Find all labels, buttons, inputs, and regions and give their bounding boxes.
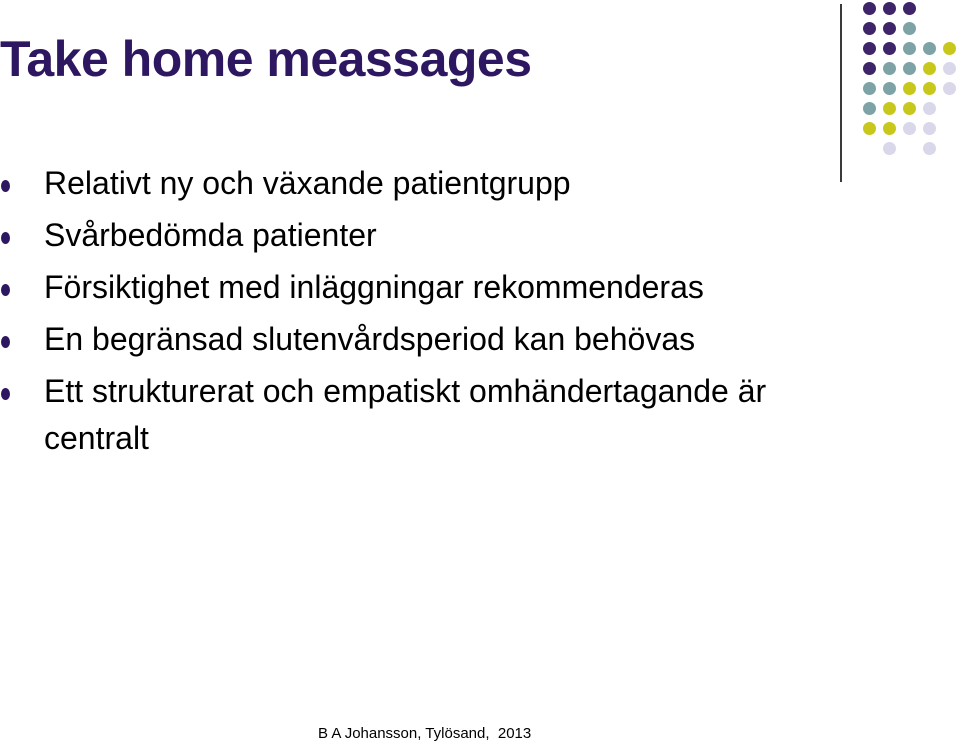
decor-dot (863, 62, 876, 75)
bullet-dot-icon (1, 180, 10, 192)
decor-dot (923, 62, 936, 75)
bullet-dot-icon (1, 284, 10, 296)
decor-dot (883, 102, 896, 115)
decor-dot (863, 2, 876, 15)
decor-dot (923, 122, 936, 135)
bullet-item (0, 316, 860, 363)
bullet-text: En begränsad slutenvårdsperiod kan behövas (44, 321, 696, 357)
decor-dot (903, 62, 916, 75)
decor-dot (863, 82, 876, 95)
bullet-dot-icon (1, 232, 10, 244)
bullet-text: Svårbedömda patienter (44, 217, 377, 253)
bullet-item (0, 160, 860, 207)
decor-dot (923, 42, 936, 55)
decor-dot (903, 42, 916, 55)
bullet-text: Försiktighet med inläggningar rekommenderas (44, 269, 704, 305)
bullet-text: Relativt ny och växande patientgrupp (44, 165, 571, 201)
decor-dot (883, 62, 896, 75)
decor-dot (903, 22, 916, 35)
decor-dot (903, 82, 916, 95)
bullet-text: Ett strukturerat och empatiskt omhändertagande är centralt (44, 373, 767, 456)
decor-dot (923, 142, 936, 155)
decor-dot (863, 42, 876, 55)
decor-dot (923, 82, 936, 95)
decor-dot (903, 102, 916, 115)
decor-dot (943, 82, 956, 95)
bullet-list (0, 160, 860, 467)
decor-dot (863, 102, 876, 115)
decor-dot (863, 122, 876, 135)
bullet-item (0, 264, 860, 311)
decor-dot (903, 2, 916, 15)
bullet-item (0, 212, 860, 259)
decor-dot (923, 102, 936, 115)
decor-dot (883, 22, 896, 35)
bullet-item (0, 368, 860, 462)
decor-dot (903, 122, 916, 135)
decor-dot (883, 42, 896, 55)
decor-dot (883, 2, 896, 15)
decor-dot (863, 22, 876, 35)
slide-title: Take home meassages (0, 31, 532, 87)
decor-dot (943, 62, 956, 75)
slide-footer: B A Johansson, Tylösand, 2013 (318, 725, 532, 742)
bullet-dot-icon (1, 336, 10, 348)
decor-dot (883, 122, 896, 135)
decor-dot (883, 82, 896, 95)
decor-dot (943, 42, 956, 55)
decor-dot (883, 142, 896, 155)
bullet-dot-icon (1, 388, 10, 400)
divider-line (840, 4, 842, 182)
